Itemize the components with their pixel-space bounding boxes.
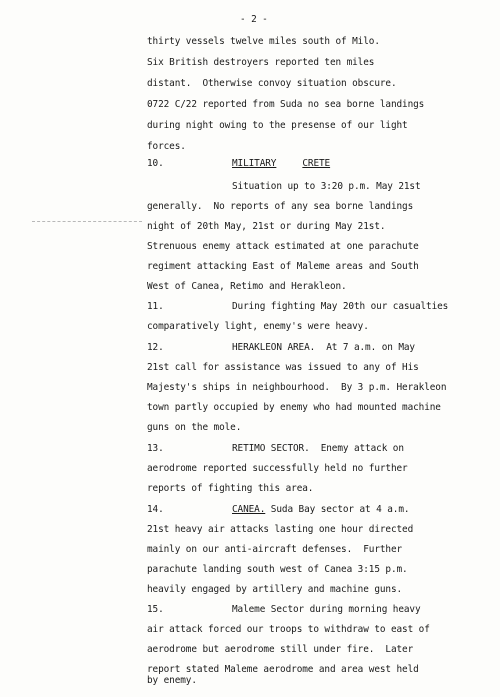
text-line: RETIMO SECTOR. Enemy attack on — [232, 443, 404, 454]
paragraph-number: 14. — [147, 504, 164, 515]
paragraph-number: 12. — [147, 342, 164, 353]
text-line: guns on the mole. — [147, 422, 242, 433]
text-line: parachute landing south west of Canea 3:15 p.m. — [147, 564, 408, 575]
text-line: night of 20th May, 21st or during May 21st. — [147, 221, 386, 232]
text-line: West of Canea, Retimo and Herakleon. — [147, 281, 347, 292]
text-line: air attack forced our troops to withdraw to east of — [147, 624, 430, 635]
text-line: 21st call for assistance was issued to any of His — [147, 362, 419, 373]
text-line: mainly on our anti-aircraft defenses. Further — [147, 544, 403, 555]
page-number: - 2 - — [240, 14, 268, 25]
text-line: regiment attacking East of Maleme areas and South — [147, 261, 419, 272]
canea-text: Suda Bay sector at 4 a.m. — [265, 504, 410, 515]
text-line: Majesty's ships in neighbourhood. By 3 p.m. Herakleon — [147, 382, 447, 393]
text-line: reports of fighting this area. — [147, 483, 314, 494]
text-line: Six British destroyers reported ten miles — [147, 57, 375, 68]
text-line: during night owing to the presense of our light — [147, 120, 408, 131]
text-line: aerodrome reported successfully held no further — [147, 463, 408, 474]
text-line: report stated Maleme aerodrome and area west held — [147, 664, 419, 675]
heading-crete: CRETE — [302, 158, 331, 169]
text-line: by enemy. — [147, 675, 197, 686]
text-line: Situation up to 3:20 p.m. May 21st — [232, 181, 421, 192]
paragraph-number: 10. — [147, 158, 164, 169]
margin-rule — [32, 221, 142, 222]
text-line: forces. — [147, 141, 186, 152]
paragraph-number: 15. — [147, 604, 164, 615]
text-line — [232, 504, 409, 516]
text-line: HERAKLEON AREA. At 7 a.m. on May — [232, 342, 415, 353]
text-line: generally. No reports of any sea borne landings — [147, 201, 414, 212]
heading-military: MILITARY — [232, 158, 277, 169]
text-line: 0722 C/22 reported from Suda no sea borne landings — [147, 99, 425, 110]
text-line: Maleme Sector during morning heavy — [232, 604, 421, 615]
paragraph-number: 11. — [147, 301, 164, 312]
heading-canea: CANEA. — [232, 504, 266, 515]
text-line: heavily engaged by artillery and machine guns. — [147, 584, 403, 595]
text-line: comparatively light, enemy's were heavy. — [147, 321, 369, 332]
text-line: 21st heavy air attacks lasting one hour directed — [147, 524, 414, 535]
text-line: During fighting May 20th our casualties — [232, 301, 449, 312]
text-line: aerodrome but aerodrome still under fire. Later — [147, 644, 414, 655]
text-line: town partly occupied by enemy who had mounted machine — [147, 402, 441, 413]
paragraph-number: 13. — [147, 443, 164, 454]
text-line: Strenuous enemy attack estimated at one parachute — [147, 241, 419, 252]
text-line: thirty vessels twelve miles south of Milo. — [147, 36, 380, 47]
section-heading — [232, 158, 330, 170]
text-line: distant. Otherwise convoy situation obscure. — [147, 78, 397, 89]
